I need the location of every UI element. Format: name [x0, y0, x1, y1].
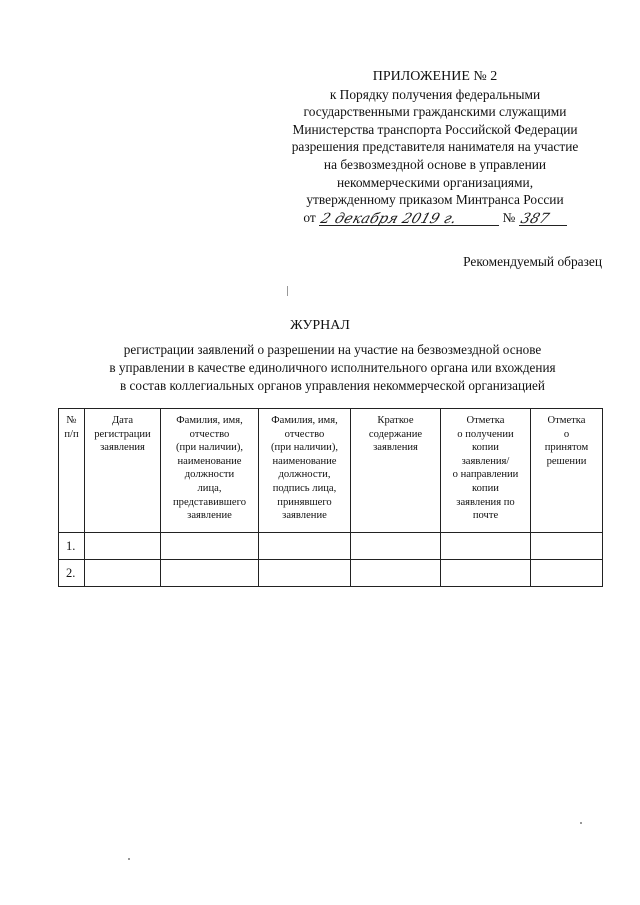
table-cell	[441, 533, 531, 560]
column-header-line: заявления	[373, 442, 418, 454]
column-header-line: Отметка	[466, 415, 505, 426]
journal-subtitle-line: регистрации заявлений о разрешении на участие на безвозмездной основе	[123, 342, 542, 357]
column-header-line: копии	[472, 482, 499, 494]
handwritten-date: 2 декабря 2019 г.	[318, 211, 460, 228]
table-cell	[351, 533, 441, 560]
table-cell	[161, 533, 259, 560]
column-header-receiver	[259, 409, 351, 533]
order-date-number-line	[270, 209, 600, 227]
column-header-line: подпись лица,	[272, 482, 337, 494]
number-label: №	[502, 209, 516, 225]
column-header-line: Краткое	[377, 415, 414, 426]
column-header-copy-mark	[441, 409, 531, 533]
column-header-line: заявления по	[456, 496, 515, 508]
column-header-summary	[351, 409, 441, 533]
column-header-line: представившего	[173, 496, 246, 508]
appendix-line: к Порядку получения федеральными	[329, 86, 541, 102]
column-header-line: Фамилия, имя,	[271, 415, 338, 426]
column-header-applicant	[161, 409, 259, 533]
appendix-line: разрешения представителя нанимателя на участие	[291, 139, 579, 155]
column-header-line: наименование	[177, 455, 242, 467]
table-cell: 1.	[59, 533, 85, 560]
appendix-line: Министерства транспорта Российской Федерации	[292, 121, 578, 137]
column-header-line: лица,	[197, 482, 222, 494]
column-header-line: регистрации	[94, 428, 151, 440]
table-cell	[259, 560, 351, 587]
scan-speck	[128, 858, 130, 860]
column-header-registration-date	[85, 409, 161, 533]
scan-speck	[580, 822, 582, 824]
column-header-line: №	[66, 415, 77, 426]
column-header-line: копии	[472, 442, 499, 454]
column-header-line: почте	[472, 510, 499, 522]
table-cell	[161, 560, 259, 587]
table-cell	[351, 560, 441, 587]
table-cell	[531, 560, 603, 587]
table-cell	[85, 533, 161, 560]
column-header-line: о получении	[457, 428, 514, 440]
journal-table	[58, 408, 603, 587]
column-header-line: п/п	[64, 428, 79, 440]
journal-subtitle	[60, 341, 605, 395]
order-date-field	[319, 210, 499, 226]
appendix-heading: ПРИЛОЖЕНИЕ № 2	[372, 69, 498, 84]
column-header-line: принявшего	[277, 496, 332, 508]
journal-subtitle-line: в состав коллегиальных органов управления некоммерческой организацией	[120, 378, 545, 393]
column-header-line: отчество	[189, 428, 230, 440]
column-header-line: наименование	[272, 455, 337, 467]
table-cell	[441, 560, 531, 587]
column-header-line: заявление	[282, 510, 327, 522]
column-header-line: должности	[184, 469, 235, 481]
column-header-line: Отметка	[547, 415, 586, 426]
order-number-field	[519, 210, 567, 226]
column-header-line: о	[563, 428, 570, 440]
appendix-block	[270, 68, 600, 226]
table-row	[59, 560, 603, 587]
table-cell	[259, 533, 351, 560]
column-header-line: заявления	[100, 442, 145, 454]
table-header-row	[59, 409, 603, 533]
journal-subtitle-line: в управлении в качестве единоличного исполнительного органа или вхождения	[109, 360, 556, 375]
table-cell: 2.	[59, 560, 85, 587]
appendix-line: на безвозмездной основе в управлении	[323, 156, 547, 172]
column-header-line: заявления/	[461, 455, 510, 467]
column-header-line: заявление	[187, 510, 232, 522]
column-header-line: решении	[546, 455, 587, 467]
table-cell	[85, 560, 161, 587]
column-header-line: Дата	[111, 415, 134, 426]
column-header-line: (при наличии),	[175, 442, 244, 454]
recommended-sample-label: Рекомендуемый образец	[463, 254, 602, 269]
column-header-number	[59, 409, 85, 533]
column-header-line: принятом	[544, 442, 589, 454]
table-row	[59, 533, 603, 560]
scan-mark	[287, 286, 288, 296]
column-header-line: должности,	[278, 469, 331, 481]
column-header-line: Фамилия, имя,	[176, 415, 243, 426]
journal-title: ЖУРНАЛ	[290, 318, 350, 333]
appendix-line: некоммерческими организациями,	[336, 174, 534, 190]
column-header-decision-mark	[531, 409, 603, 533]
column-header-line: (при наличии),	[270, 442, 339, 454]
column-header-line: о направлении	[452, 469, 519, 481]
appendix-line: утвержденному приказом Минтранса России	[306, 192, 564, 208]
column-header-line: отчество	[284, 428, 325, 440]
table-cell	[531, 533, 603, 560]
date-prefix: от	[303, 209, 316, 225]
handwritten-number: 387	[518, 211, 551, 228]
column-header-line: содержание	[368, 428, 423, 440]
appendix-line: государственными гражданскими служащими	[303, 104, 567, 120]
